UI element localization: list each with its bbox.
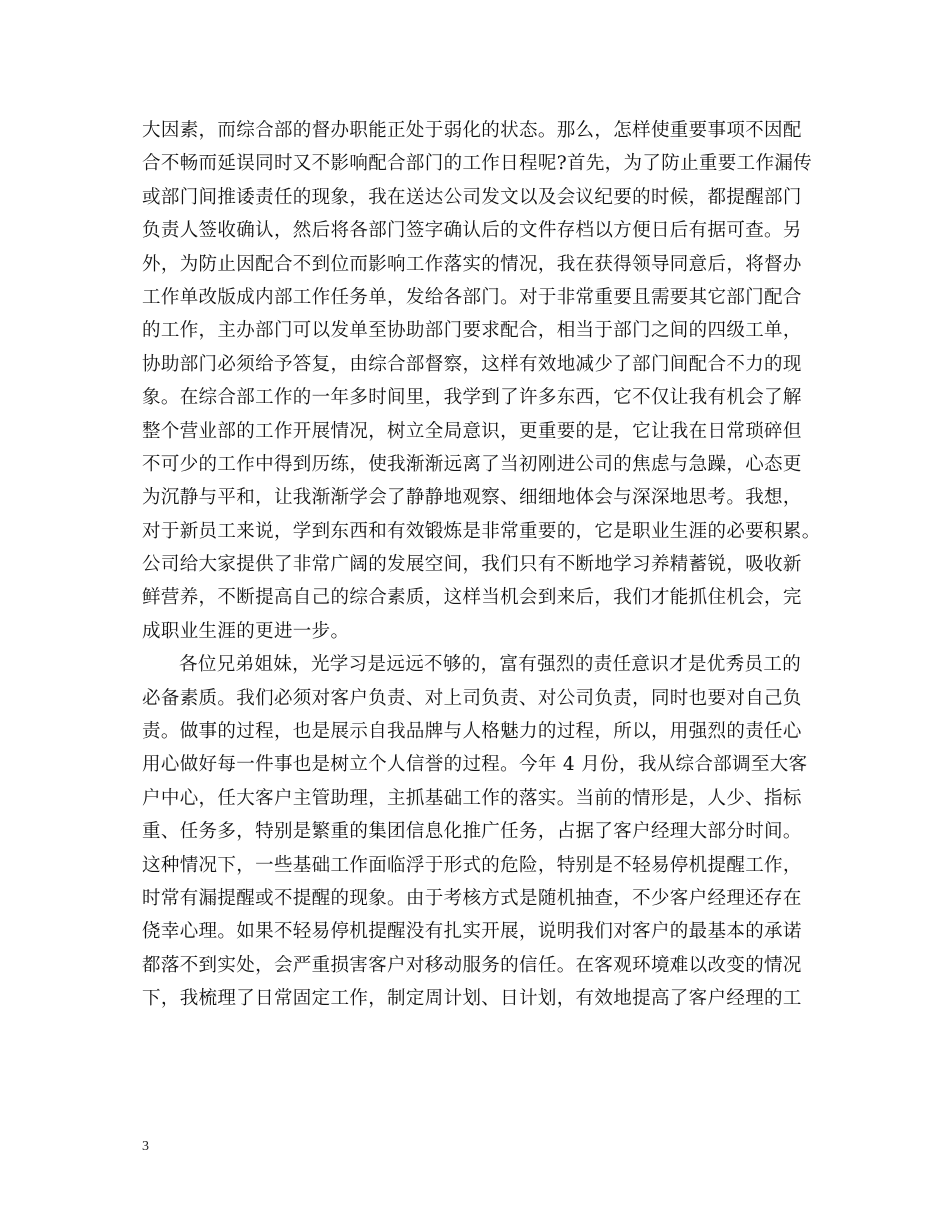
text-line: 重、任务多，特别是繁重的集团信息化推广任务，占据了客户经理大部分时间。 [142,821,802,843]
text-line: 鲜营养，不断提高自己的综合素质，这样当机会到来后，我们才能抓住机会，完 [142,587,802,609]
text-line: 责。做事的过程，也是展示自我品牌与人格魅力的过程，所以，用强烈的责任心 [142,721,802,743]
text-line: 象。在综合部工作的一年多时间里，我学到了许多东西，它不仅让我有机会了解 [142,387,802,409]
text-line: 下，我梳理了日常固定工作，制定周计划、日计划，有效地提高了客户经理的工 [142,988,802,1010]
text-line: 都落不到实处，会严重损害客户对移动服务的信任。在客观环境难以改变的情况 [142,954,802,976]
paragraph-first-line: 各位兄弟姐妹，光学习是远远不够的，富有强烈的责任意识才是优秀员工的 [179,654,802,676]
text-line: 负责人签收确认，然后将各部门签字确认后的文件存档以方便日后有据可查。另 [142,220,802,242]
text-line: 合不畅而延误同时又不影响配合部门的工作日程呢?首先，为了防止重要工作漏传 [142,153,813,175]
text-line: 协助部门必须给予答复，由综合部督察，这样有效地减少了部门间配合不力的现 [142,353,802,375]
page-number: 3 [142,1139,149,1154]
text-line: 或部门间推诿责任的现象，我在送达公司发文以及会议纪要的时候，都提醒部门 [142,186,802,208]
text-line: 整个营业部的工作开展情况，树立全局意识，更重要的是，它让我在日常琐碎但 [142,420,802,442]
text-line: 对于新员工来说，学到东西和有效锻炼是非常重要的，它是职业生涯的必要积累。 [142,520,821,542]
text-line: 成职业生涯的更进一步。 [142,620,350,642]
text-line: 工作单改版成内部工作任务单，发给各部门。对于非常重要且需要其它部门配合 [142,286,802,308]
text-line: 公司给大家提供了非常广阔的发展空间，我们只有不断地学习养精蓄锐，吸收新 [142,554,802,576]
text-line: 这种情况下，一些基础工作面临浮于形式的危险，特别是不轻易停机提醒工作， [142,854,802,876]
text-line: 时常有漏提醒或不提醒的现象。由于考核方式是随机抽查，不少客户经理还存在 [142,887,802,909]
document-body [142,114,821,1016]
text-line: 必备素质。我们必须对客户负责、对上司负责、对公司负责，同时也要对自己负 [142,687,802,709]
text-line: 不可少的工作中得到历练，使我渐渐远离了当初刚进公司的焦虑与急躁，心态更 [142,453,802,475]
text-line: 的工作，主办部门可以发单至协助部门要求配合，相当于部门之间的四级工单， [142,320,802,342]
text-line: 侥幸心理。如果不轻易停机提醒没有扎实开展，说明我们对客户的最基本的承诺 [142,921,802,943]
text-line: 为沉静与平和，让我渐渐学会了静静地观察、细细地体会与深深地思考。我想， [142,487,802,509]
text-line: 外，为防止因配合不到位而影响工作落实的情况，我在获得领导同意后，将督办 [142,253,802,275]
text-line: 户中心，任大客户主管助理，主抓基础工作的落实。当前的情形是，人少、指标 [142,787,802,809]
text-line: 大因素，而综合部的督办职能正处于弱化的状态。那么，怎样使重要事项不因配 [142,120,802,141]
text-line: 用心做好每一件事也是树立个人信誉的过程。今年 4 月份，我从综合部调至大客 [142,754,808,776]
